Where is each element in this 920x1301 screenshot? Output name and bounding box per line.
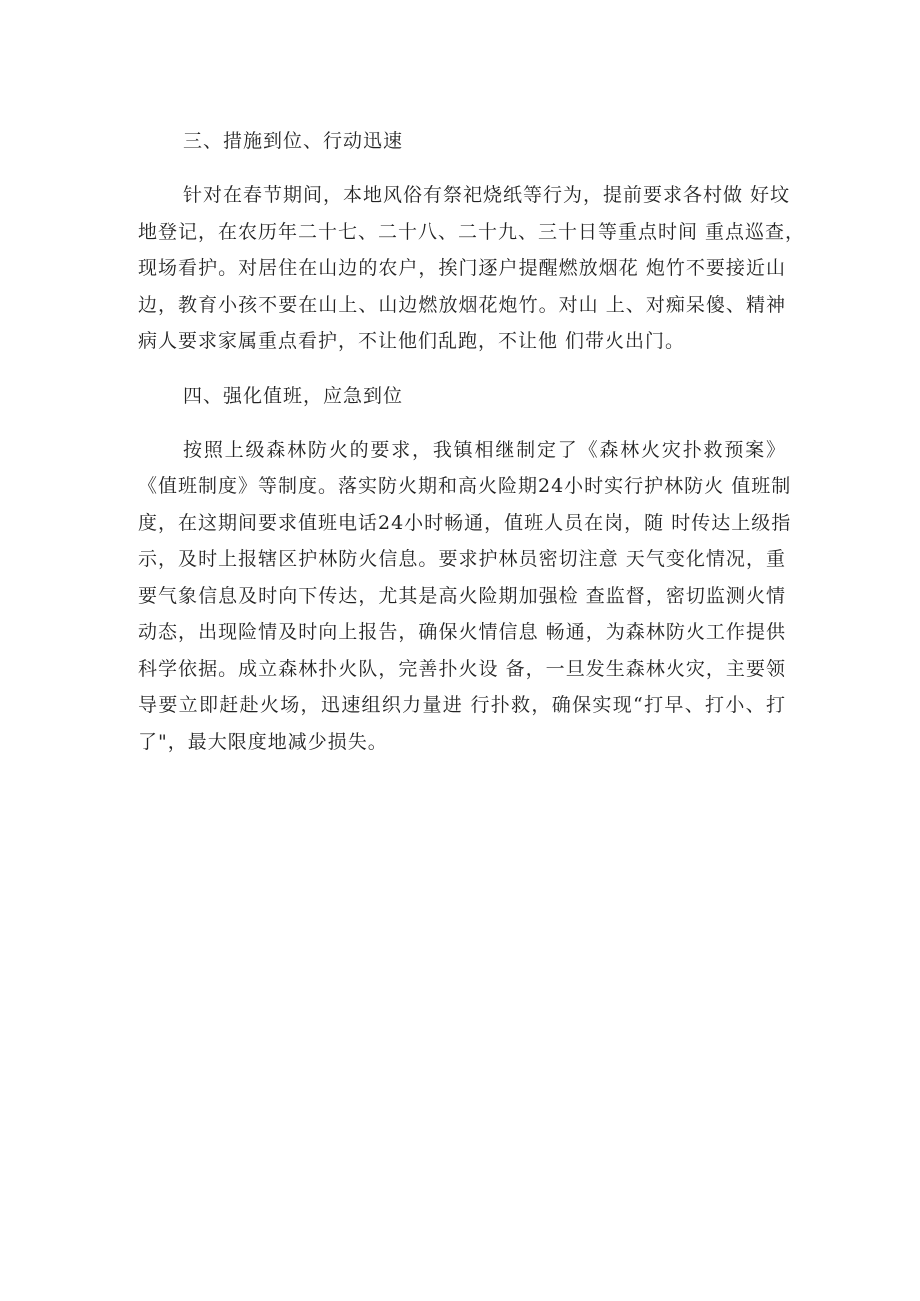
paragraph-line: 病人要求家属重点看护，不让他们乱跑，不让他 们带火出门。	[138, 330, 686, 352]
paragraph-line: 要气象信息及时向下传达，尤其是高火险期加强检 查监督，密切监测火情	[138, 584, 786, 607]
section-3-heading: 三、措施到位、行动迅速	[183, 130, 404, 152]
document-body	[138, 124, 806, 760]
paragraph-line: 地登记，在农历年二十七、二十八、二十九、三十日等重点时间 重点巡查，	[138, 220, 806, 243]
section-3-paragraph	[138, 177, 806, 360]
paragraph-line: 按照上级森林防火的要求，我镇相继制定了《森林火灾扑救预案》	[183, 438, 786, 461]
paragraph-line: 度，在这期间要求值班电话24小时畅通，值班人员在岗，随 时传达上级指	[138, 511, 792, 534]
paragraph-line: 动态，出现险情及时向上报告，确保火情信息 畅通，为森林防火工作提供	[138, 621, 786, 643]
paragraph-line: 导要立即赶赴火场，迅速组织力量进 行扑救，确保实现“打早、打小、打	[138, 694, 786, 716]
paragraph-line: 了"，最大限度地减少损失。	[138, 730, 388, 753]
paragraph-line: 示，及时上报辖区护林防火信息。要求护林员密切注意 天气变化情况，重	[138, 548, 786, 570]
paragraph-line: 《值班制度》等制度。落实防火期和高火险期24小时实行护林防火 值班制	[138, 475, 792, 497]
paragraph-line: 边，教育小孩不要在山上、山边燃放烟花炮竹。对山 上、对痴呆傻、精神	[138, 293, 786, 316]
section-4-heading: 四、强化值班，应急到位	[183, 384, 404, 407]
paragraph-line: 现场看护。对居住在山边的农户，挨门逐户提醒燃放烟花 炮竹不要接近山	[138, 257, 786, 279]
paragraph-line: 针对在春节期间，本地风俗有祭祀烧纸等行为，提前要求各村做 好坟	[183, 184, 791, 206]
paragraph-line: 科学依据。成立森林扑火队，完善扑火设 备，一旦发生森林火灾，主要领	[138, 657, 786, 680]
section-4-paragraph	[138, 432, 792, 761]
